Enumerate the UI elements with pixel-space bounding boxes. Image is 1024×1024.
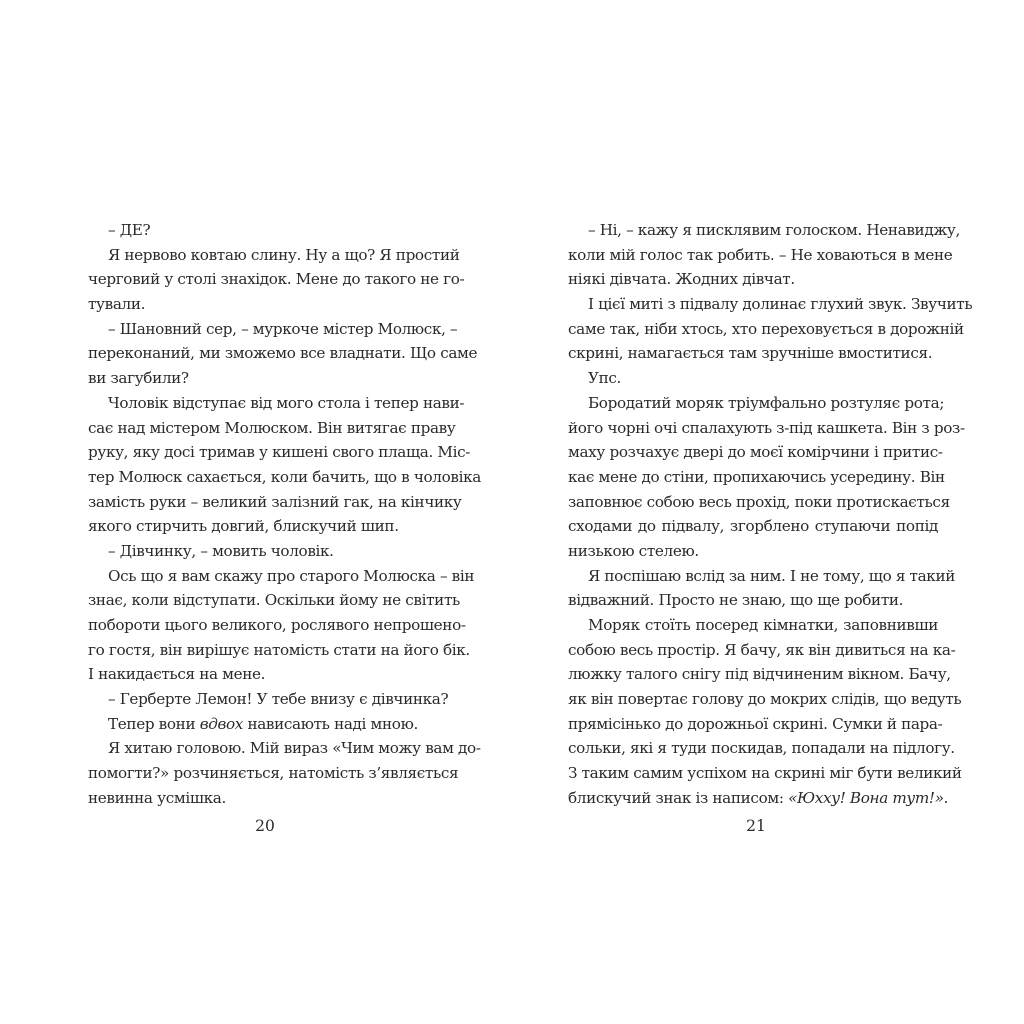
text-line: Чоловік відступає від мого стола і тепер нави- <box>108 393 465 412</box>
text-line: коли мій голос так робить. – Не ховаються в мене <box>568 245 953 264</box>
left-page-text <box>88 218 481 811</box>
text-line: Я поспішаю вслід за ним. І не тому, що я такий <box>588 566 955 585</box>
text-line: знає, коли відступати. Оскільки йому не світить <box>88 591 460 610</box>
left-page-number: 20 <box>255 817 275 835</box>
text-line: скрині, намагається там зручніше вмоститися. <box>568 344 933 363</box>
text-line: руку, яку досі тримав у кишені свого плаща. Міс- <box>88 443 471 462</box>
right-page-number: 21 <box>746 817 766 835</box>
text-line: Бородатий моряк тріумфально розтуляє рота; <box>588 393 945 412</box>
text-line: маху розчахує двері до моєї комірчини і притис- <box>568 443 943 462</box>
text-run: блискучий знак із написом: <box>568 788 789 807</box>
right-page-text <box>568 218 973 811</box>
text-line: Моряк стоїть посеред кімнатки, заповнивши <box>588 616 938 634</box>
text-line: тували. <box>88 295 146 314</box>
text-line: невинна усмішка. <box>88 788 226 807</box>
text-line: низькою стелею. <box>568 541 699 560</box>
italic-emphasis: вдвох <box>199 714 243 733</box>
text-line: ви загубили? <box>88 369 189 388</box>
text-line: помогти?» розчиняється, натомість з’являється <box>88 764 459 783</box>
text-line: заповнює собою весь прохід, поки протискається <box>568 492 950 511</box>
text-line: сольки, які я туди поскидав, попадали на підлогу. <box>568 739 955 758</box>
text-line: люжку талого снігу під відчиненим вікном. Бачу, <box>568 665 951 684</box>
text-line: – Дівчинку, – мовить чоловік. <box>108 541 334 560</box>
text-line: як він повертає голову до мокрих слідів, що ведуть <box>568 690 962 709</box>
text-line: саме так, ніби хтось, хто переховується в дорожній <box>568 319 964 338</box>
text-line: кає мене до стіни, пропихаючись усередину. Він <box>568 467 945 486</box>
text-line: ніякі дівчата. Жодних дівчат. <box>568 270 795 289</box>
text-line: сає над містером Молюском. Він витягає праву <box>88 418 456 437</box>
text-line: черговий у столі знахідок. Мене до такого не го- <box>88 270 465 289</box>
text-line: Ось що я вам скажу про старого Молюска – він <box>108 566 475 585</box>
text-line <box>568 786 949 811</box>
text-line: відважний. Просто не знаю, що ще робити. <box>568 591 904 610</box>
text-run: Тепер вони <box>108 714 200 733</box>
text-line: побороти цього великого, рослявого непрошено- <box>88 616 466 634</box>
text-line: переконаний, ми зможемо все владнати. Що саме <box>88 344 478 363</box>
text-line: якого стирчить довгий, блискучий шип. <box>88 517 399 536</box>
text-line: – Герберте Лемон! У тебе внизу є дівчинка? <box>108 690 449 709</box>
text-line: – Ні, – кажу я писклявим голоском. Ненавиджу, <box>588 221 960 239</box>
text-line: собою весь простір. Я бачу, як він дивиться на ка- <box>568 640 956 659</box>
text-run: нависають наді мною. <box>242 714 418 733</box>
text-line: Я хитаю головою. Мій вираз «Чим можу вам до- <box>108 739 481 758</box>
text-line: – Шановний сер, – муркоче містер Молюск, – <box>108 319 458 338</box>
text-run: . <box>943 788 949 807</box>
text-line: Упс. <box>588 369 622 388</box>
text-line: замість руки – великий залізний гак, на кінчику <box>88 492 462 511</box>
text-line: І цієї миті з підвалу долинає глухий звук. Звучить <box>588 295 973 314</box>
text-line: – ДЕ? <box>108 221 151 239</box>
text-line: прямісінько до дорожньої скрині. Сумки й пара- <box>568 714 943 733</box>
text-line: З таким самим успіхом на скрині міг бути великий <box>568 764 962 783</box>
text-line: тер Молюск сахається, коли бачить, що в чоловіка <box>88 467 481 486</box>
text-line: сходами до підвалу, згорблено ступаючи попід <box>568 517 938 536</box>
text-line: Я нервово ковтаю слину. Ну а що? Я простий <box>108 245 460 264</box>
text-line: го гостя, він вирішує натомість стати на його бік. <box>88 640 470 659</box>
text-line <box>88 712 442 737</box>
text-line: його чорні очі спалахують з-під кашкета. Він з роз- <box>568 418 965 437</box>
italic-emphasis: «Юхху! Вона тут!» <box>788 788 944 807</box>
text-line: І накидається на мене. <box>88 665 266 684</box>
